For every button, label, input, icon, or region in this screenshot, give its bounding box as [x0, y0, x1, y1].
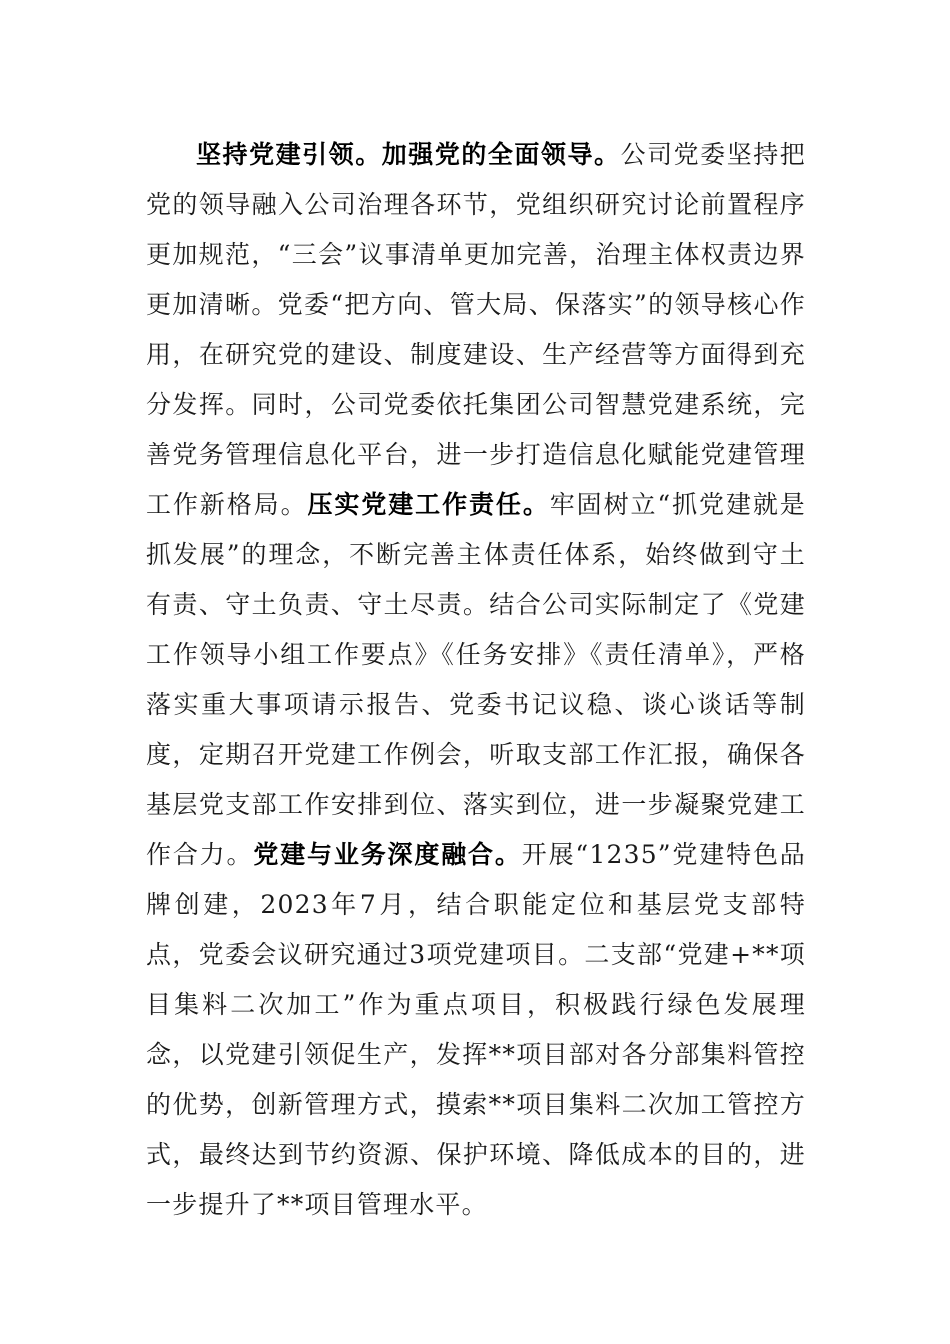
heading-responsibility: 压实党建工作责任。	[307, 490, 550, 519]
heading-party-leadership: 坚持党建引领。加强党的全面领导。	[196, 140, 621, 169]
text-responsibility: 牢固树立“抓党建就是抓发展”的理念，不断完善主体责任体系，始终做到守土有责、守土负责、守土尽责。结合公司实际制定了《党建工作领导小组工作要点》《任务安排》《责任清单》，严格落实重大事项请示报告、党委书记议稳、谈心谈话等制度，定期召开党建工作例会，听取支部工作汇报，确保各基层党支部工作安排到位、落实到位，进一步凝聚党建工作合力。	[146, 490, 806, 869]
body-paragraph	[146, 130, 806, 1230]
text-business-integration: 开展“1235”党建特色品牌创建，2023年7月，结合职能定位和基层党支部特点，党委会议研究通过3项党建项目。二支部“党建+**项目集料二次加工”作为重点项目，积极践行绿色发展理念，以党建引领促生产，发挥**项目部对各分部集料管控的优势，创新管理方式，摸索**项目集料二次加工管控方式，最终达到节约资源、保护环境、降低成本的目的，进一步提升了**项目管理水平。	[146, 840, 806, 1219]
text-party-leadership: 公司党委坚持把党的领导融入公司治理各环节，党组织研究讨论前置程序更加规范，“三会”议事清单更加完善，治理主体权责边界更加清晰。党委“把方向、管大局、保落实”的领导核心作用，在研究党的建设、制度建设、生产经营等方面得到充分发挥。同时，公司党委依托集团公司智慧党建系统，完善党务管理信息化平台，进一步打造信息化赋能党建管理工作新格局。	[146, 140, 806, 519]
heading-business-integration: 党建与业务深度融合。	[253, 840, 522, 869]
